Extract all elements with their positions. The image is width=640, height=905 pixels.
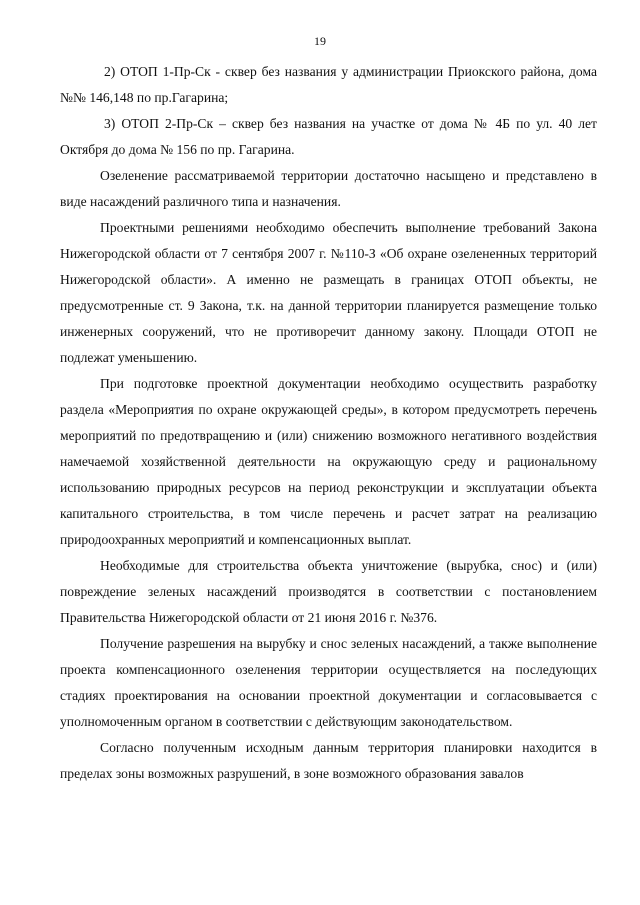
document-body: [60, 59, 597, 787]
paragraph-permit: Получение разрешения на вырубку и снос зеленых насаждений, а также выполнение проекта компенсационного озеленения территории осуществляется на последующих стадиях проектирования на основании проектной документации и согласовывается с уполномоченным органом в соответствии с действующим законодательством.: [60, 636, 597, 729]
list-item-3: 3) ОТОП 2-Пр-Ск – сквер без названия на участке от дома № 4Б по ул. 40 лет Октября до дома № 156 по пр. Гагарина.: [60, 116, 597, 157]
paragraph-landscaping: Озеленение рассматриваемой территории достаточно насыщено и представлено в виде насаждений различного типа и назначения.: [60, 168, 597, 209]
paragraph-design-requirements: Проектными решениями необходимо обеспечить выполнение требований Закона Нижегородской области от 7 сентября 2007 г. №110-З «Об охране озелененных территорий Нижегородской области». А именно не размещать в границах ОТОП объекты, не предусмотренные ст. 9 Закона, т.к. на данной территории планируется размещение только инженерных сооружений, что не противоречит данному закону. Площади ОТОП не подлежат уменьшению.: [60, 220, 597, 365]
list-item-2: 2) ОТОП 1-Пр-Ск - сквер без названия у администрации Приокского района, дома №№ 146,148 по пр.Гагарина;: [60, 64, 597, 105]
paragraph-hazard-zones: Согласно полученным исходным данным территория планировки находится в пределах зоны возможных разрушений, в зоне возможного образования завалов: [60, 740, 597, 781]
paragraph-environmental-measures: При подготовке проектной документации необходимо осуществить разработку раздела «Мероприятия по охране окружающей среды», в котором предусмотреть перечень мероприятий по предотвращению и (или) снижению возможного негативного воздействия намечаемой хозяйственной деятельности на окружающую среду и рациональному использованию природных ресурсов на период реконструкции и эксплуатации объекта капитального строительства, в том числе перечень и расчет затрат на реализацию природоохранных мероприятий и компенсационных выплат.: [60, 376, 597, 547]
paragraph-tree-removal: Необходимые для строительства объекта уничтожение (вырубка, снос) и (или) повреждение зеленых насаждений производятся в соответствии с постановлением Правительства Нижегородской области от 21 июня 2016 г. №376.: [60, 558, 597, 625]
page-number: 19: [314, 34, 326, 48]
